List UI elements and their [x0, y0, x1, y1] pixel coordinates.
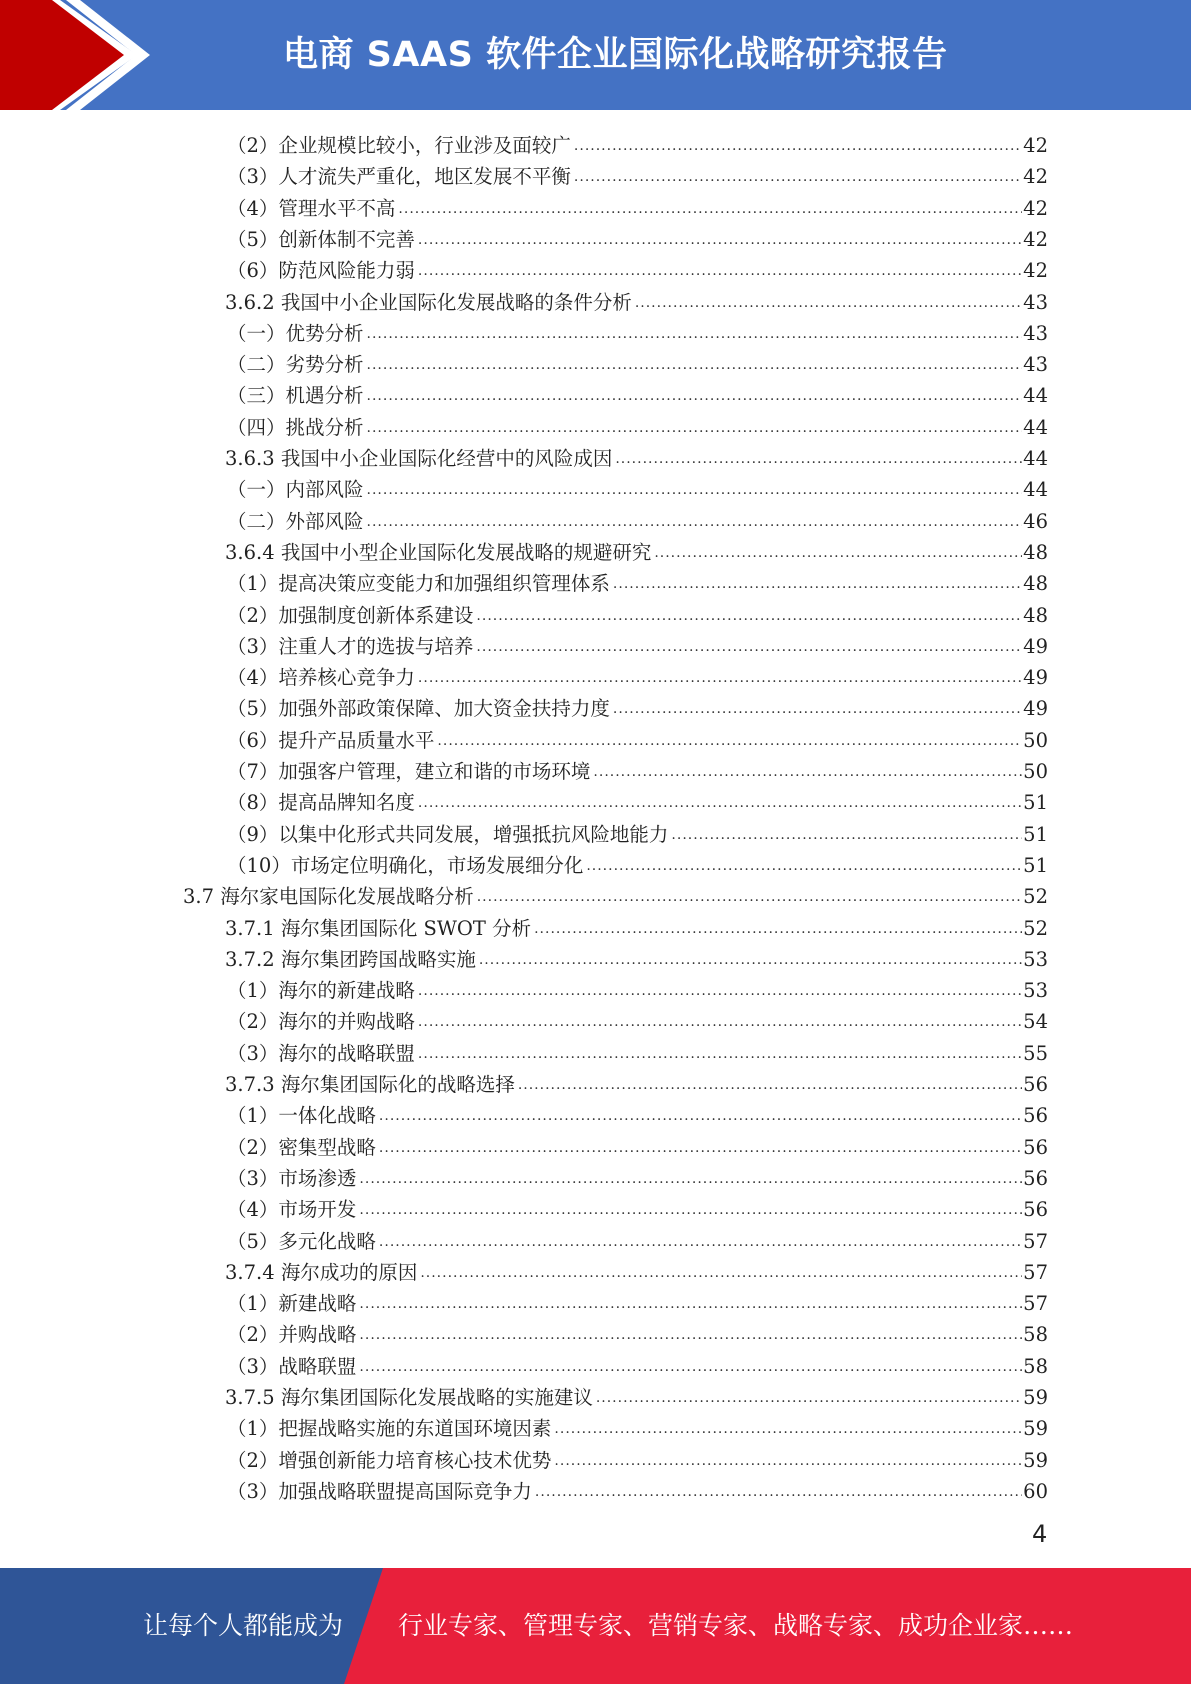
toc-entry[interactable] — [227, 847, 1048, 878]
toc-entry-label: （2）密集型战略 — [227, 1135, 376, 1159]
toc-entry[interactable] — [225, 910, 1048, 941]
toc-entry[interactable] — [227, 1160, 1048, 1191]
toc-entry[interactable] — [227, 628, 1048, 659]
toc-dot-leader — [437, 731, 1022, 751]
toc-entry-label: （2）海尔的并购战略 — [227, 1010, 415, 1034]
toc-entry-page: 59 — [1023, 1448, 1048, 1472]
toc-entry[interactable] — [227, 972, 1048, 1003]
toc-entry[interactable] — [227, 252, 1048, 283]
toc-dot-leader — [359, 1325, 1022, 1345]
toc-entry[interactable] — [227, 377, 1048, 408]
toc-entry-label: 3.6.2 我国中小企业国际化发展战略的条件分析 — [225, 290, 632, 314]
toc-entry-page: 59 — [1023, 1386, 1048, 1409]
toc-entry-page: 56 — [1023, 1104, 1048, 1128]
toc-entry-label: （2）企业规模比较小，行业涉及面较广 — [227, 134, 571, 157]
toc-entry[interactable] — [227, 190, 1048, 221]
toc-entry-page: 52 — [1023, 885, 1048, 909]
toc-entry[interactable] — [227, 1473, 1048, 1504]
toc-dot-leader — [418, 1012, 1022, 1032]
toc-entry-page: 57 — [1023, 1292, 1048, 1316]
toc-entry-page: 53 — [1023, 979, 1048, 1003]
toc-entry-label: 3.6.4 我国中小型企业国际化发展战略的规避研究 — [225, 540, 652, 564]
toc-dot-leader — [379, 1106, 1022, 1126]
toc-entry[interactable] — [227, 1410, 1048, 1441]
toc-entry-label: （1）新建战略 — [227, 1292, 357, 1316]
toc-entry-label: （二）外部风险 — [227, 509, 364, 533]
toc-entry-page: 52 — [1023, 916, 1048, 940]
footer-slogan-left: 让每个人都能成为 — [143, 1611, 344, 1640]
toc-dot-leader — [367, 480, 1023, 500]
toc-entry-label: （1）把握战略实施的东道国环境因素 — [227, 1417, 552, 1441]
toc-entry[interactable] — [227, 1223, 1048, 1254]
toc-dot-leader — [418, 668, 1022, 688]
toc-dot-leader — [398, 199, 1022, 219]
toc-entry-label: （1）一体化战略 — [227, 1104, 376, 1128]
toc-entry-label: （6）提升产品质量水平 — [227, 728, 435, 752]
toc-entry-page: 49 — [1023, 697, 1048, 721]
toc-entry-page: 54 — [1023, 1010, 1048, 1034]
toc-entry-label: 3.6.3 我国中小企业国际化经营中的风险成因 — [225, 447, 613, 470]
toc-entry-label: （5）加强外部政策保障、加大资金扶持力度 — [227, 697, 610, 721]
toc-entry[interactable] — [227, 753, 1048, 784]
toc-entry[interactable] — [225, 1254, 1048, 1285]
toc-dot-leader — [479, 950, 1022, 970]
toc-entry-page: 58 — [1023, 1323, 1048, 1347]
toc-entry-label: 3.7.4 海尔成功的原因 — [225, 1260, 418, 1284]
toc-entry-page: 51 — [1023, 822, 1048, 846]
toc-entry-page: 56 — [1023, 1198, 1048, 1222]
toc-entry-page: 50 — [1023, 760, 1048, 783]
toc-entry-label: （一）内部风险 — [227, 478, 364, 502]
toc-dot-leader — [635, 293, 1022, 313]
toc-entry-page: 57 — [1023, 1260, 1048, 1284]
report-title: 电商 SAAS 软件企业国际化战略研究报告 — [283, 35, 948, 75]
toc-dot-leader — [418, 793, 1022, 813]
toc-entry-label: （1）海尔的新建战略 — [227, 979, 415, 1003]
toc-entry[interactable] — [227, 127, 1048, 158]
toc-entry-page: 50 — [1023, 728, 1048, 752]
toc-entry-page: 58 — [1023, 1354, 1048, 1378]
toc-entry[interactable] — [227, 471, 1048, 502]
toc-entry-label: （2）增强创新能力培育核心技术优势 — [227, 1448, 552, 1472]
toc-dot-leader — [418, 1044, 1022, 1064]
toc-dot-leader — [518, 1075, 1022, 1095]
toc-entry[interactable] — [227, 1003, 1048, 1034]
toc-entry[interactable] — [227, 1442, 1048, 1473]
toc-entry-page: 55 — [1023, 1041, 1048, 1065]
toc-entry-label: （3）市场渗透 — [227, 1166, 357, 1190]
toc-entry-page: 42 — [1023, 134, 1048, 157]
toc-entry-label: 3.7.5 海尔集团国际化发展战略的实施建议 — [225, 1386, 593, 1409]
toc-entry-label: （二）劣势分析 — [227, 353, 364, 377]
toc-dot-leader — [671, 825, 1022, 845]
page-header — [0, 0, 1191, 110]
toc-entry-page: 46 — [1023, 509, 1048, 533]
toc-dot-leader — [359, 1200, 1022, 1220]
toc-dot-leader — [596, 1388, 1022, 1408]
header-chevron-logo — [0, 0, 160, 110]
toc-entry-page: 43 — [1023, 353, 1048, 377]
toc-dot-leader — [418, 230, 1022, 250]
toc-dot-leader — [367, 418, 1023, 438]
toc-dot-leader — [613, 574, 1022, 594]
toc-entry[interactable] — [227, 1348, 1048, 1379]
toc-entry-page: 44 — [1023, 478, 1048, 502]
toc-entry-label: （5）创新体制不完善 — [227, 227, 415, 251]
toc-entry-label: （5）多元化战略 — [227, 1229, 376, 1253]
toc-entry[interactable] — [227, 221, 1048, 252]
toc-dot-leader — [615, 449, 1022, 469]
toc-entry[interactable] — [225, 284, 1048, 315]
toc-entry-page: 49 — [1023, 634, 1048, 658]
toc-dot-leader — [586, 856, 1022, 876]
toc-dot-leader — [367, 386, 1023, 406]
toc-entry-label: （8）提高品牌知名度 — [227, 791, 415, 815]
toc-entry[interactable] — [227, 597, 1048, 628]
toc-entry-page: 44 — [1023, 384, 1048, 408]
toc-entry[interactable] — [225, 1066, 1048, 1097]
toc-entry-label: （3）战略联盟 — [227, 1354, 357, 1378]
toc-entry-label: （1）提高决策应变能力和加强组织管理体系 — [227, 572, 610, 596]
toc-entry-label: （4）培养核心竞争力 — [227, 666, 415, 690]
toc-entry[interactable] — [225, 1379, 1048, 1410]
toc-dot-leader — [593, 762, 1022, 782]
toc-entry-page: 42 — [1023, 196, 1048, 220]
toc-entry[interactable] — [227, 158, 1048, 189]
toc-entry-page: 59 — [1023, 1417, 1048, 1441]
toc-entry-label: （3）加强战略联盟提高国际竞争力 — [227, 1479, 532, 1503]
toc-entry[interactable] — [227, 659, 1048, 690]
toc-entry-page: 44 — [1023, 447, 1048, 470]
toc-entry[interactable] — [227, 784, 1048, 815]
toc-entry-page: 44 — [1023, 415, 1048, 439]
toc-entry-label: （一）优势分析 — [227, 321, 364, 345]
toc-entry-page: 56 — [1023, 1166, 1048, 1190]
toc-entry[interactable] — [227, 690, 1048, 721]
toc-entry-page: 56 — [1023, 1135, 1048, 1159]
toc-entry[interactable] — [227, 1035, 1048, 1066]
toc-dot-leader — [654, 543, 1022, 563]
toc-entry-page: 57 — [1023, 1229, 1048, 1253]
toc-entry-label: （3）海尔的战略联盟 — [227, 1041, 415, 1065]
toc-entry-page: 42 — [1023, 227, 1048, 251]
toc-entry-label: （3）注重人才的选拔与培养 — [227, 634, 474, 658]
toc-dot-leader — [574, 167, 1022, 187]
toc-entry-label: （7）加强客户管理，建立和谐的市场环境 — [227, 760, 591, 783]
toc-dot-leader — [554, 1419, 1022, 1439]
toc-entry-page: 48 — [1023, 572, 1048, 596]
toc-entry[interactable] — [183, 878, 1048, 909]
toc-dot-leader — [534, 919, 1022, 939]
toc-entry-label: 3.7.3 海尔集团国际化的战略选择 — [225, 1073, 515, 1096]
page-footer — [0, 1568, 1191, 1684]
toc-dot-leader — [613, 699, 1022, 719]
toc-entry[interactable] — [225, 440, 1048, 471]
toc-entry[interactable] — [227, 1316, 1048, 1347]
toc-entry[interactable] — [225, 534, 1048, 565]
toc-dot-leader — [379, 1138, 1022, 1158]
page-number: 4 — [1032, 1520, 1048, 1548]
toc-entry[interactable] — [227, 1285, 1048, 1316]
toc-entry[interactable] — [227, 315, 1048, 346]
toc-entry-page: 49 — [1023, 666, 1048, 690]
toc-dot-leader — [476, 606, 1022, 626]
toc-dot-leader — [418, 981, 1022, 1001]
toc-dot-leader — [418, 261, 1022, 281]
toc-entry-label: （10）市场定位明确化，市场发展细分化 — [227, 853, 584, 877]
toc-entry-label: （三）机遇分析 — [227, 384, 364, 408]
toc-entry-label: （4）市场开发 — [227, 1198, 357, 1222]
toc-entry-label: （四）挑战分析 — [227, 415, 364, 439]
toc-dot-leader — [367, 355, 1023, 375]
toc-entry-page: 51 — [1023, 791, 1048, 815]
toc-entry-page: 60 — [1023, 1479, 1048, 1503]
toc-dot-leader — [420, 1263, 1022, 1283]
toc-dot-leader — [535, 1482, 1022, 1502]
toc-entry[interactable] — [227, 1129, 1048, 1160]
toc-entry[interactable] — [225, 941, 1048, 972]
toc-dot-leader — [476, 637, 1022, 657]
toc-dot-leader — [359, 1294, 1022, 1314]
toc-entry-label: 3.7.1 海尔集团国际化 SWOT 分析 — [225, 916, 532, 940]
toc-dot-leader — [359, 1169, 1022, 1189]
toc-dot-leader — [367, 324, 1023, 344]
toc-entry[interactable] — [227, 409, 1048, 440]
toc-dot-leader — [574, 136, 1022, 156]
toc-entry-page: 43 — [1023, 290, 1048, 314]
toc-entry[interactable] — [227, 503, 1048, 534]
toc-entry[interactable] — [227, 816, 1048, 847]
toc-dot-leader — [367, 512, 1023, 532]
toc-entry-page: 56 — [1023, 1073, 1048, 1096]
toc-entry-label: （6）防范风险能力弱 — [227, 259, 415, 283]
toc-dot-leader — [477, 887, 1022, 907]
footer-slogan-right: 行业专家、管理专家、营销专家、战略专家、成功企业家…… — [398, 1611, 1074, 1640]
toc-entry-label: （4）管理水平不高 — [227, 196, 396, 220]
toc-entry-label: 3.7 海尔家电国际化发展战略分析 — [183, 885, 474, 909]
toc-entry-page: 53 — [1023, 947, 1048, 971]
toc-entry[interactable] — [227, 346, 1048, 377]
toc-entry-label: 3.7.2 海尔集团跨国战略实施 — [225, 947, 476, 971]
toc-entry-page: 42 — [1023, 165, 1048, 189]
toc-entry-label: （9）以集中化形式共同发展，增强抵抗风险地能力 — [227, 822, 669, 846]
toc-dot-leader — [359, 1357, 1022, 1377]
toc-entry-page: 51 — [1023, 853, 1048, 877]
toc-dot-leader — [379, 1232, 1022, 1252]
toc-entry-page: 48 — [1023, 540, 1048, 564]
toc-entry[interactable] — [227, 1097, 1048, 1128]
toc-entry-label: （3）人才流失严重化，地区发展不平衡 — [227, 165, 571, 189]
toc-entry[interactable] — [227, 565, 1048, 596]
toc-dot-leader — [554, 1451, 1022, 1471]
toc-entry-page: 43 — [1023, 321, 1048, 345]
toc-entry[interactable] — [227, 722, 1048, 753]
toc-entry-label: （2）并购战略 — [227, 1323, 357, 1347]
toc-entry[interactable] — [227, 1191, 1048, 1222]
toc-entry-page: 48 — [1023, 603, 1048, 627]
toc-entry-page: 42 — [1023, 259, 1048, 283]
toc-entry-label: （2）加强制度创新体系建设 — [227, 603, 474, 627]
